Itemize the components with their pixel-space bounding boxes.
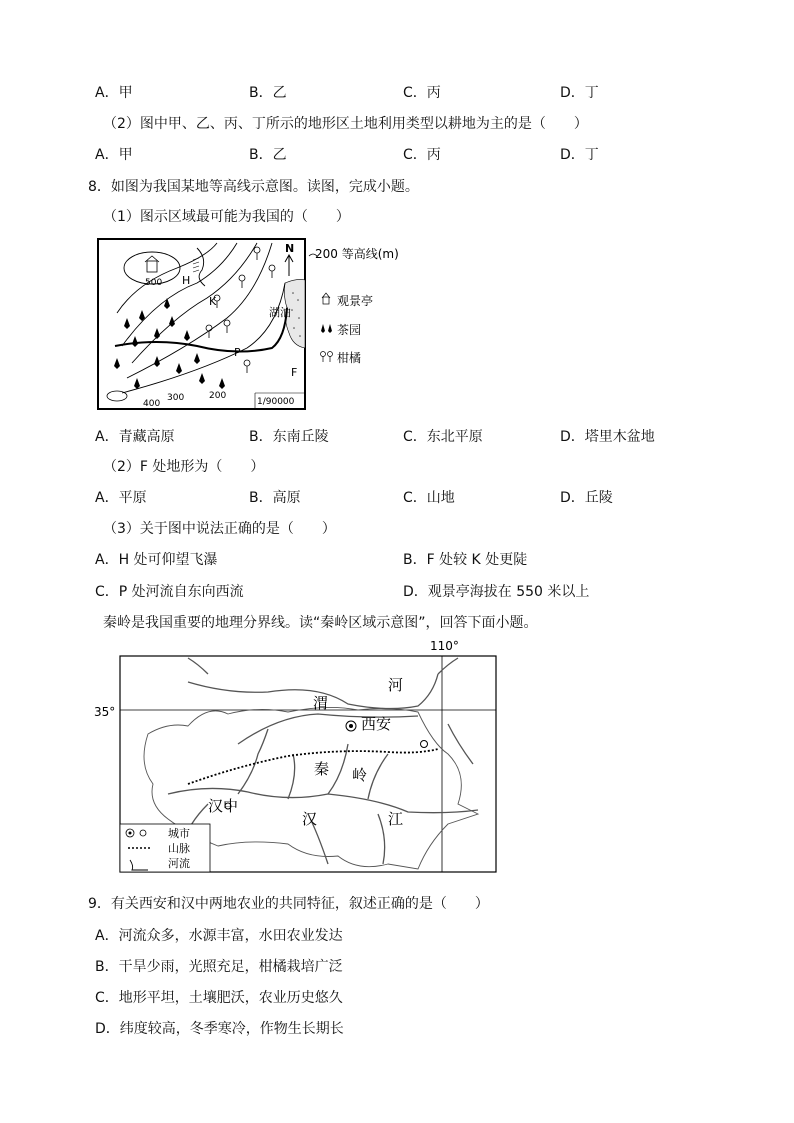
q8-sub1-option-a: A．青藏高原: [95, 429, 175, 445]
q9-option-c: C．地形平坦，土壤肥沃，农业历史悠久: [95, 990, 343, 1006]
legend-tea: 茶园: [337, 323, 362, 337]
q7-option-c: C．丙: [403, 85, 441, 101]
q8-sub1-stem: （1）图示区域最可能为我国的（ ）: [103, 209, 350, 225]
q8-sub2-option-b: B．高原: [249, 490, 301, 506]
q8-sub3-stem: （3）关于图中说法正确的是（ ）: [103, 521, 336, 537]
q8-sub2-option-d: D．丘陵: [560, 490, 613, 506]
north-label: N: [285, 242, 295, 255]
label-jiang: 江: [388, 810, 404, 828]
q7-option-d: D．丁: [560, 85, 599, 101]
lon-label: 110°: [430, 639, 459, 653]
legend-pavilion: 观景亭: [337, 294, 374, 308]
q8-sub3-option-c: C．P 处河流自东向西流: [95, 584, 244, 600]
q9-stem: 9．有关西安和汉中两地农业的共同特征，叙述正确的是（ ）: [88, 896, 489, 912]
qinling-intro: 秦岭是我国重要的地理分界线。读“秦岭区域示意图”，回答下面小题。: [103, 615, 538, 631]
q8-sub2-option-a: A．平原: [95, 490, 147, 506]
legend-mountain: 山脉: [168, 842, 190, 855]
q7-sub2-option-b: B．乙: [249, 147, 287, 163]
q7-sub2-option-d: D．丁: [560, 147, 599, 163]
legend-tea-icon: [321, 324, 332, 333]
label-p: P: [234, 346, 241, 359]
q7-sub2-stem: （2）图中甲、乙、丙、丁所示的地形区土地利用类型以耕地为主的是（ ）: [103, 116, 588, 132]
q7-option-a: A．甲: [95, 85, 133, 101]
q9-option-b: B．干旱少雨，光照充足，柑橘栽培广泛: [95, 959, 343, 975]
scale-label: 1/90000: [257, 397, 295, 407]
label-f: F: [291, 366, 298, 379]
q8-sub2-stem: （2）F 处地形为（ ）: [103, 459, 265, 475]
q9-option-d: D．纬度较高，冬季寒冷，作物生长期长: [95, 1021, 344, 1037]
label-200: 200: [209, 391, 227, 401]
q7-sub2-option-c: C．丙: [403, 147, 441, 163]
label-h: H: [182, 274, 191, 287]
label-han: 汉: [302, 810, 318, 828]
q7-sub2-option-a: A．甲: [95, 147, 133, 163]
label-xian: 西安: [361, 715, 392, 733]
qinling-map: [88, 634, 503, 876]
q8-sub3-option-a: A．H 处可仰望飞瀑: [95, 552, 218, 568]
lat-label: 35°: [94, 705, 116, 719]
legend-orange: 柑橘: [337, 351, 362, 365]
q8-sub3-option-d: D．观景亭海拔在 550 米以上: [403, 584, 590, 600]
legend-contour: 200 等高线(m): [315, 247, 399, 261]
q7-option-b: B．乙: [249, 85, 287, 101]
q8-sub1-option-b: B．东南丘陵: [249, 429, 329, 445]
label-300: 300: [167, 393, 185, 403]
label-400: 400: [143, 399, 161, 409]
label-qin: 秦: [314, 760, 330, 778]
label-ling: 岭: [352, 766, 368, 784]
q8-sub1-option-d: D．塔里木盆地: [560, 429, 655, 445]
label-hanzhong: 汉中: [208, 797, 239, 815]
legend-pavilion-icon: [322, 293, 330, 304]
legend-city: 城市: [168, 827, 190, 840]
label-he: 河: [388, 676, 404, 694]
q8-sub3-option-b: B．F 处较 K 处更陡: [403, 552, 528, 568]
label-lake: 湖泊: [269, 306, 291, 319]
q8-stem: 8．如图为我国某地等高线示意图。读图，完成小题。: [88, 179, 419, 195]
q9-option-a: A．河流众多，水源丰富，水田农业发达: [95, 928, 343, 944]
label-k: K: [209, 295, 217, 308]
label-wei: 渭: [313, 694, 329, 712]
label-500: 500: [145, 278, 163, 288]
contour-map: [97, 238, 420, 413]
q8-sub2-option-c: C．山地: [403, 490, 455, 506]
legend-orange-icon: [321, 352, 333, 363]
legend-river: 河流: [168, 857, 190, 870]
q8-sub1-option-c: C．东北平原: [403, 429, 483, 445]
